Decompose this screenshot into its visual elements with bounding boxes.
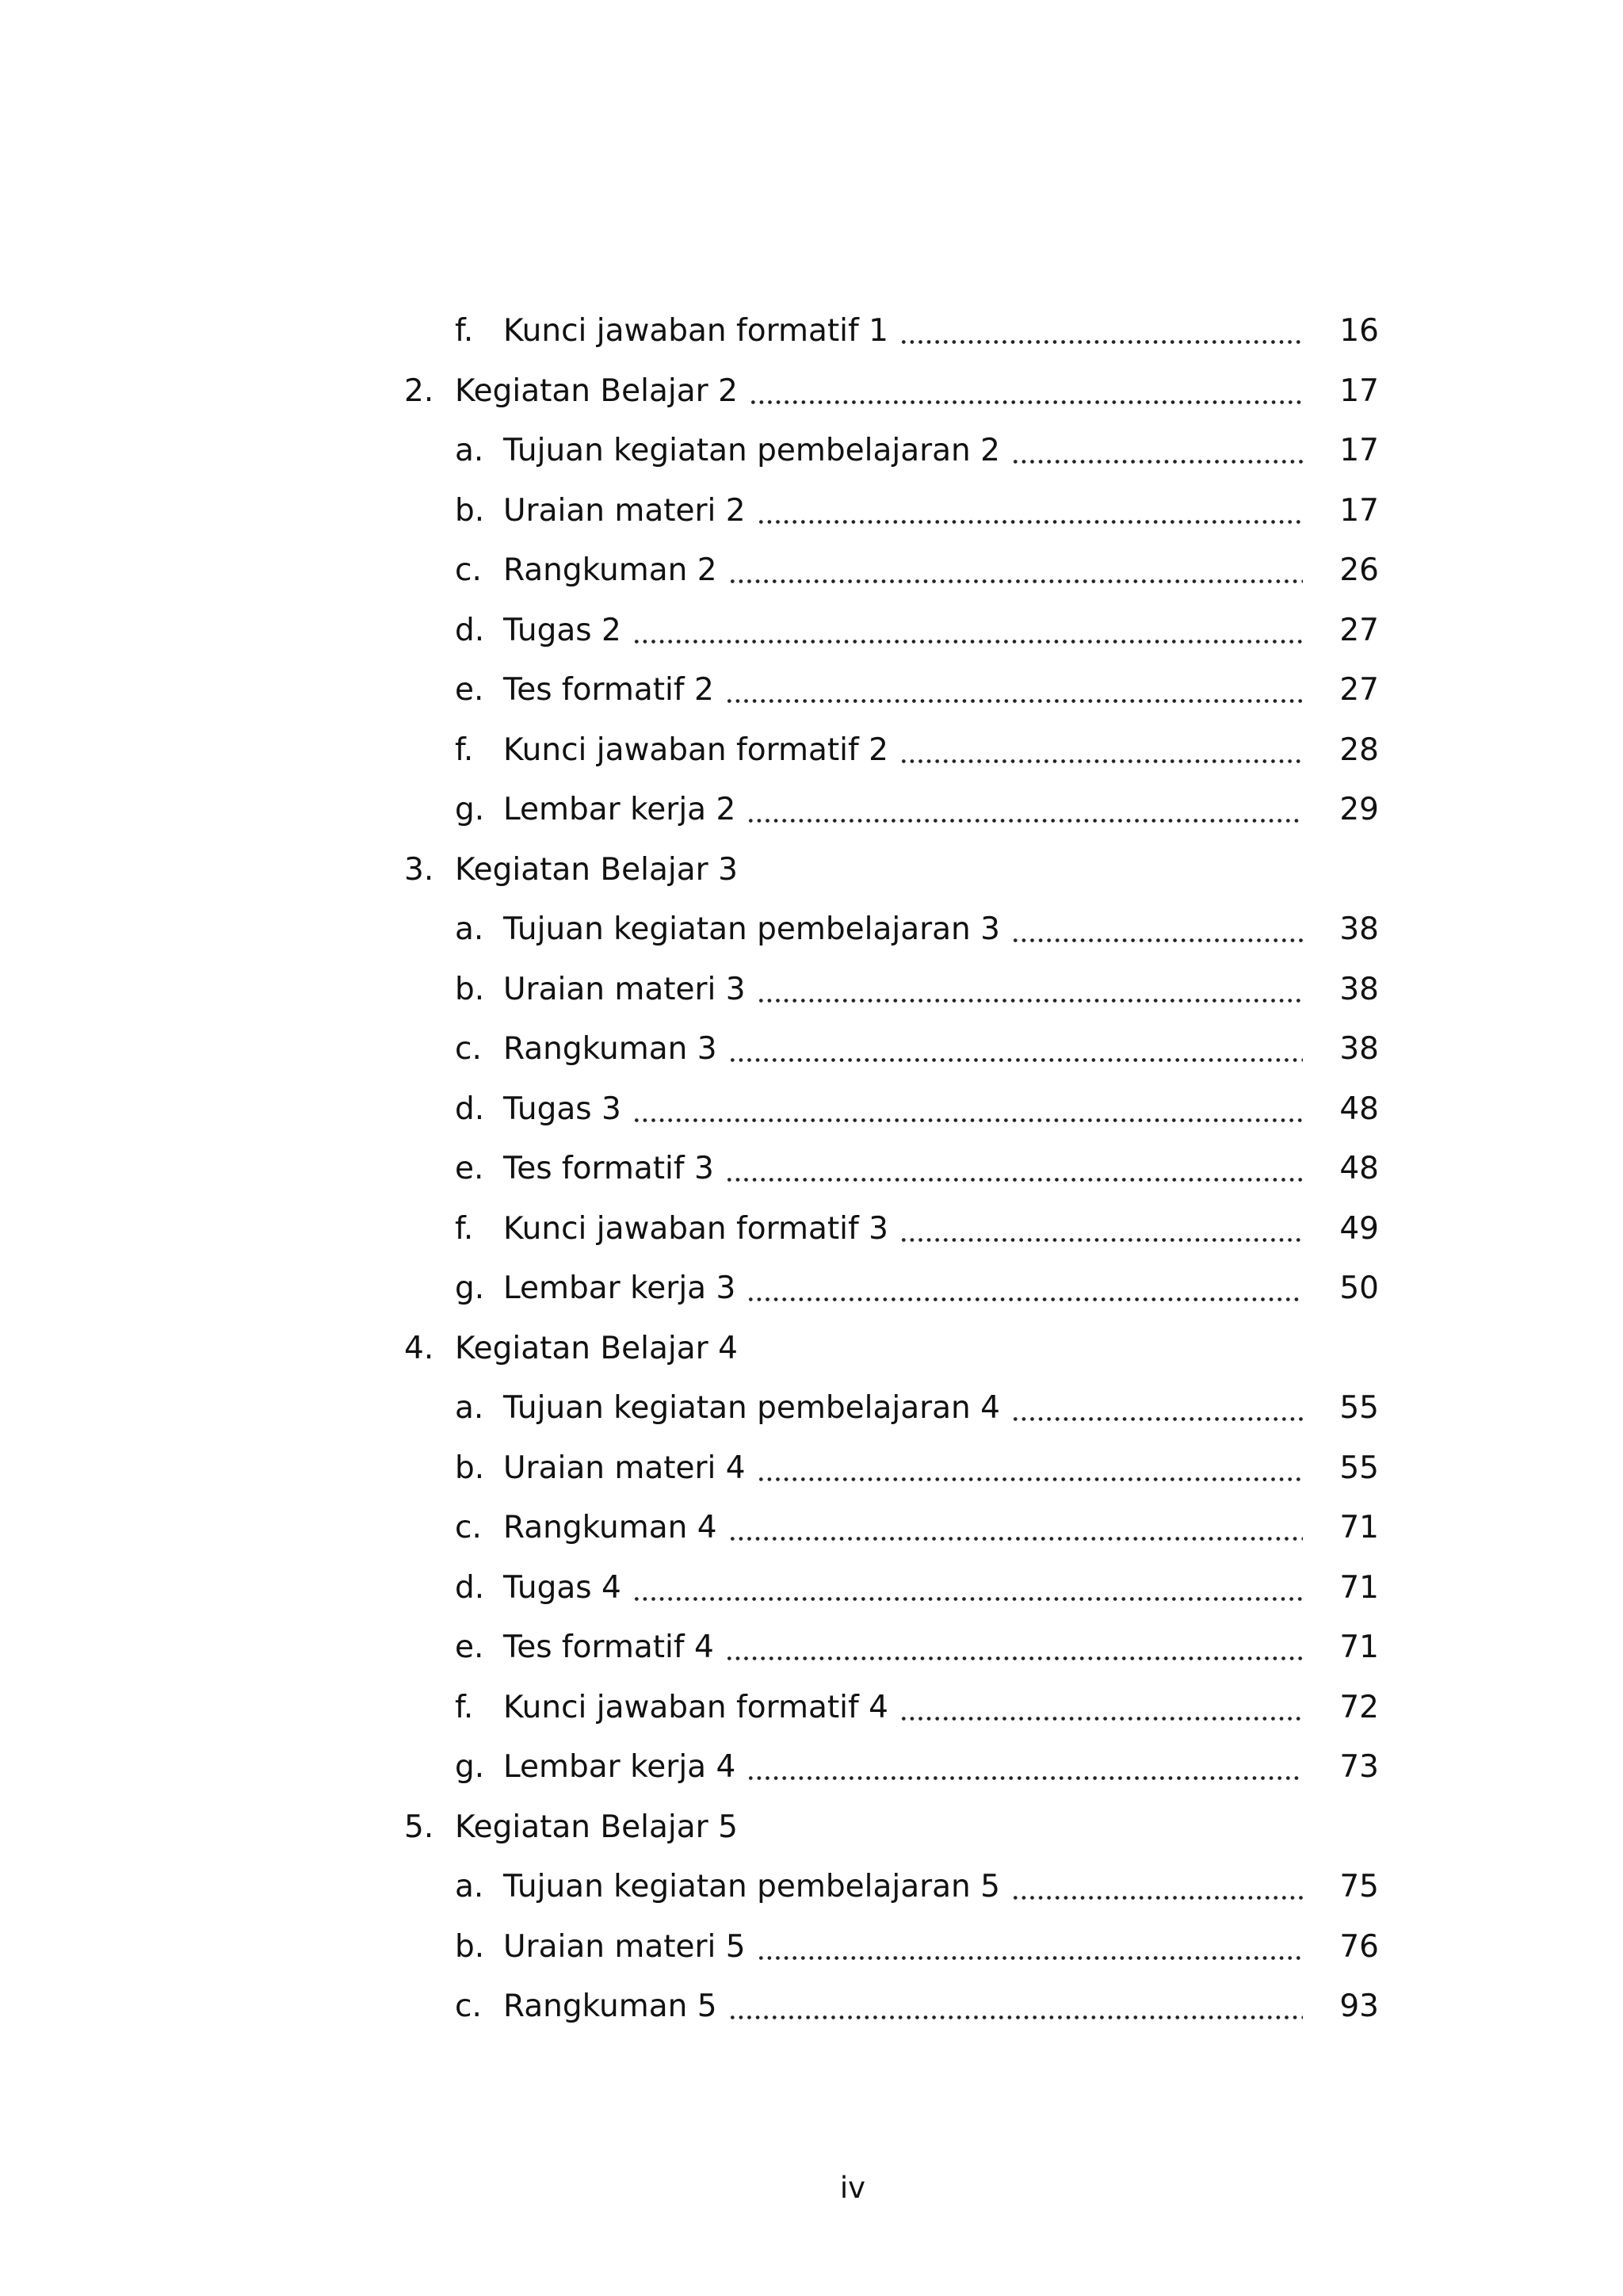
- toc-entry-number: d.: [455, 612, 485, 648]
- toc-dot-leader: [757, 1453, 1303, 1484]
- toc-subsection-entry: [404, 1139, 1379, 1199]
- toc-entry-label: Tugas 3: [503, 1091, 621, 1127]
- toc-entry-number: 3.: [404, 851, 434, 888]
- toc-entry-label: Kegiatan Belajar 4: [455, 1330, 738, 1366]
- toc-entry-number: a.: [455, 911, 484, 948]
- toc-entry-label: Kunci jawaban formatif 2: [503, 732, 888, 768]
- toc-dot-leader: [1011, 914, 1303, 945]
- toc-dot-leader: [749, 1812, 1303, 1843]
- toc-entry-label: Rangkuman 5: [503, 1988, 717, 2025]
- toc-entry-number: 4.: [404, 1330, 434, 1366]
- toc-entry-label: Tes formatif 3: [503, 1151, 714, 1187]
- toc-entry-page: 26: [1339, 552, 1379, 589]
- toc-entry-page: 71: [1339, 1510, 1379, 1546]
- toc-entry-number: c.: [455, 1988, 482, 2025]
- toc-entry-page: 48: [1339, 1151, 1379, 1187]
- toc-entry-page: 17: [1339, 492, 1379, 529]
- toc-subsection-entry: [404, 960, 1379, 1020]
- toc-entry-page: 75: [1339, 1869, 1379, 1905]
- toc-subsection-entry: [404, 1977, 1379, 2037]
- toc-subsection-entry: [404, 1378, 1379, 1438]
- toc-entry-label: Rangkuman 2: [503, 552, 717, 589]
- toc-entry-label: Tujuan kegiatan pembelajaran 4: [503, 1390, 1000, 1427]
- toc-dot-leader: [747, 1273, 1303, 1304]
- toc-entry-number: a.: [455, 1869, 484, 1905]
- toc-dot-leader: [632, 1094, 1303, 1125]
- toc-entry-page: 50: [1339, 1270, 1379, 1307]
- toc-entry-page: 72: [1339, 1689, 1379, 1725]
- toc-entry-page: 71: [1339, 1629, 1379, 1666]
- toc-section-entry: [404, 1797, 1379, 1858]
- toc-entry-label: Uraian materi 4: [503, 1450, 746, 1486]
- toc-entry-page: 76: [1339, 1928, 1379, 1965]
- toc-entry-page: 55: [1339, 1450, 1379, 1486]
- toc-entry-number: a.: [455, 1390, 484, 1427]
- toc-entry-label: Kunci jawaban formatif 4: [503, 1689, 888, 1725]
- toc-dot-leader: [1011, 1392, 1303, 1423]
- toc-entry-number: b.: [455, 492, 485, 529]
- toc-dot-leader: [728, 1991, 1303, 2022]
- toc-subsection-entry: [404, 1678, 1379, 1738]
- toc-entry-label: Uraian materi 5: [503, 1928, 746, 1965]
- toc-entry-number: a.: [455, 433, 484, 469]
- toc-dot-leader: [757, 974, 1303, 1005]
- toc-entry-label: Tes formatif 4: [503, 1629, 714, 1666]
- toc-entry-number: 5.: [404, 1809, 434, 1845]
- toc-entry-number: f.: [455, 313, 474, 350]
- toc-dot-leader: [725, 674, 1303, 705]
- toc-dot-leader: [728, 1033, 1303, 1064]
- toc-entry-label: Tugas 2: [503, 612, 621, 648]
- toc-dot-leader: [728, 1512, 1303, 1543]
- toc-subsection-entry: [404, 1079, 1379, 1140]
- toc-subsection-entry: [404, 900, 1379, 960]
- toc-dot-leader: [899, 735, 1303, 766]
- toc-entry-number: f.: [455, 1689, 474, 1725]
- toc-dot-leader: [728, 555, 1303, 586]
- toc-entry-page: 71: [1339, 1569, 1379, 1606]
- toc-subsection-entry: [404, 421, 1379, 481]
- toc-entry-number: g.: [455, 792, 485, 828]
- toc-entry-label: Lembar kerja 3: [503, 1270, 736, 1307]
- toc-subsection-entry: [404, 1199, 1379, 1259]
- toc-entry-label: Kunci jawaban formatif 3: [503, 1210, 888, 1247]
- toc-subsection-entry: [404, 1558, 1379, 1618]
- toc-subsection-entry: [404, 720, 1379, 781]
- toc-dot-leader: [747, 1752, 1303, 1782]
- toc-entry-page: 38: [1339, 911, 1379, 948]
- toc-entry-number: b.: [455, 971, 485, 1007]
- toc-entry-label: Kegiatan Belajar 3: [455, 851, 738, 888]
- table-of-contents: [404, 301, 1379, 2037]
- toc-entry-number: b.: [455, 1928, 485, 1965]
- toc-entry-page: 16: [1339, 313, 1379, 350]
- page-number: iv: [839, 2171, 866, 2205]
- toc-entry-label: Tujuan kegiatan pembelajaran 5: [503, 1869, 1000, 1905]
- toc-entry-page: 38: [1339, 971, 1379, 1007]
- toc-entry-page: 28: [1339, 732, 1379, 768]
- toc-entry-number: f.: [455, 732, 474, 768]
- toc-entry-label: Lembar kerja 2: [503, 792, 736, 828]
- toc-entry-label: Tugas 4: [503, 1569, 621, 1606]
- toc-dot-leader: [749, 1333, 1303, 1364]
- toc-entry-label: Tes formatif 2: [503, 672, 714, 709]
- toc-entry-number: d.: [455, 1569, 485, 1606]
- toc-entry-number: 2.: [404, 372, 434, 409]
- toc-subsection-entry: [404, 1618, 1379, 1678]
- toc-dot-leader: [899, 1213, 1303, 1244]
- toc-entry-number: b.: [455, 1450, 485, 1486]
- toc-entry-page: 48: [1339, 1091, 1379, 1127]
- toc-subsection-entry: [404, 601, 1379, 661]
- toc-entry-label: Tujuan kegiatan pembelajaran 3: [503, 911, 1000, 948]
- toc-subsection-entry: [404, 301, 1379, 361]
- toc-dot-leader: [749, 854, 1303, 885]
- toc-subsection-entry: [404, 1019, 1379, 1079]
- toc-dot-leader: [899, 1692, 1303, 1723]
- toc-entry-page: 49: [1339, 1210, 1379, 1247]
- toc-dot-leader: [632, 615, 1303, 646]
- toc-dot-leader: [749, 376, 1303, 407]
- toc-entry-page: 27: [1339, 612, 1379, 648]
- toc-entry-label: Rangkuman 3: [503, 1031, 717, 1068]
- toc-entry-page: 29: [1339, 792, 1379, 828]
- toc-entry-label: Kegiatan Belajar 5: [455, 1809, 738, 1845]
- toc-dot-leader: [899, 315, 1303, 346]
- toc-entry-page: 27: [1339, 672, 1379, 709]
- toc-entry-number: e.: [455, 1629, 484, 1666]
- toc-dot-leader: [757, 1931, 1303, 1962]
- toc-subsection-entry: [404, 1259, 1379, 1319]
- toc-section-entry: [404, 361, 1379, 422]
- toc-subsection-entry: [404, 1498, 1379, 1558]
- toc-entry-number: d.: [455, 1091, 485, 1127]
- toc-section-entry: [404, 1319, 1379, 1379]
- toc-entry-label: Uraian materi 2: [503, 492, 746, 529]
- toc-entry-number: e.: [455, 672, 484, 709]
- toc-entry-number: g.: [455, 1270, 485, 1307]
- toc-subsection-entry: [404, 1737, 1379, 1797]
- toc-entry-number: c.: [455, 552, 482, 589]
- toc-entry-page: 93: [1339, 1988, 1379, 2025]
- toc-entry-page: 55: [1339, 1390, 1379, 1427]
- toc-entry-page: 38: [1339, 1031, 1379, 1068]
- toc-entry-number: f.: [455, 1210, 474, 1247]
- toc-dot-leader: [632, 1572, 1303, 1603]
- toc-dot-leader: [1011, 1871, 1303, 1902]
- toc-dot-leader: [1011, 435, 1303, 466]
- toc-entry-label: Rangkuman 4: [503, 1510, 717, 1546]
- toc-subsection-entry: [404, 481, 1379, 541]
- toc-subsection-entry: [404, 1438, 1379, 1499]
- toc-dot-leader: [747, 794, 1303, 825]
- toc-entry-label: Uraian materi 3: [503, 971, 746, 1007]
- toc-subsection-entry: [404, 1917, 1379, 1977]
- toc-entry-label: Tujuan kegiatan pembelajaran 2: [503, 433, 1000, 469]
- toc-entry-label: Lembar kerja 4: [503, 1749, 736, 1786]
- toc-entry-number: g.: [455, 1749, 485, 1786]
- toc-entry-page: 73: [1339, 1749, 1379, 1786]
- toc-dot-leader: [725, 1153, 1303, 1184]
- toc-entry-page: 17: [1339, 433, 1379, 469]
- toc-dot-leader: [725, 1632, 1303, 1663]
- toc-entry-label: Kegiatan Belajar 2: [455, 372, 738, 409]
- toc-entry-number: c.: [455, 1031, 482, 1068]
- toc-entry-page: 17: [1339, 372, 1379, 409]
- toc-entry-number: e.: [455, 1151, 484, 1187]
- toc-dot-leader: [757, 495, 1303, 526]
- toc-section-entry: [404, 840, 1379, 900]
- toc-entry-number: c.: [455, 1510, 482, 1546]
- toc-entry-label: Kunci jawaban formatif 1: [503, 313, 888, 350]
- toc-subsection-entry: [404, 541, 1379, 601]
- toc-subsection-entry: [404, 660, 1379, 720]
- toc-subsection-entry: [404, 780, 1379, 840]
- toc-subsection-entry: [404, 1857, 1379, 1917]
